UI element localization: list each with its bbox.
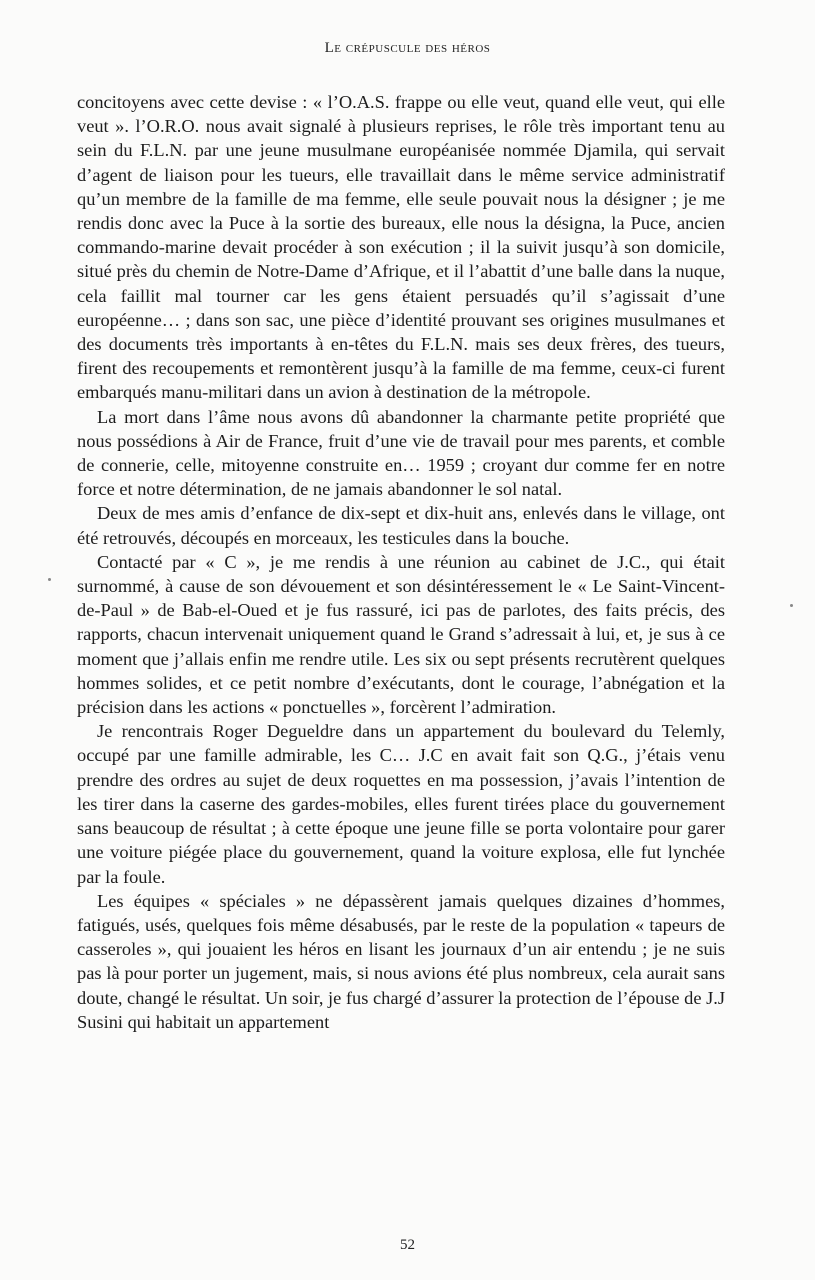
print-speck [790,604,793,607]
paragraph-6: Les équipes « spéciales » ne dépassèrent jamais quelques dizaines d’hommes, fatigués, usés, quelques fois même désabusés, par le reste de la population « tapeurs de casseroles », qui jouaient les héros en lisant les journaux d’un air entendu ; je ne suis pas là pour porter un jugement, mais, si nous avions été plus nombreux, cela aurait sans doute, changé le résultat. Un soir, je fus chargé d’assurer la protection de l’épouse de J.J Susini qui habitait un appartement [77,890,725,1032]
paragraph-2: La mort dans l’âme nous avons dû abandonner la charmante petite propriété que nous possédions à Air de France, fruit d’une vie de travail pour mes parents, et comble de connerie, celle, mitoyenne construite en… 1959 ; croyant dur comme fer en notre force et notre détermination, de ne jamais abandonner le sol natal. [77,406,725,500]
body-text [77,90,725,1034]
page-number: 52 [400,1237,415,1253]
paragraph-5: Je rencontrais Roger Degueldre dans un appartement du boulevard du Telemly, occupé par une famille admirable, les C… J.C en avait fait son Q.G., j’étais venu prendre des ordres au sujet de deux roquettes en ma possession, j’avais l’intention de les tirer dans la caserne des gardes-mobiles, elles furent tirées place du gouvernement sans beaucoup de résultat ; à cette époque une jeune fille se porta volontaire pour garer une voiture piégée place du gouvernement, quand la voiture explosa, elle fut lynchée par la foule. [77,721,725,887]
paragraph-3: Deux de mes amis d’enfance de dix-sept et dix-huit ans, enlevés dans le village, ont été retrouvés, découpés en morceaux, les testicules dans la bouche. [77,503,725,548]
running-head: Le crépuscule des héros [324,40,491,56]
paragraph-1: concitoyens avec cette devise : « l’O.A.S. frappe ou elle veut, quand elle veut, qui elle veut ». l’O.R.O. nous avait signalé à plusieurs reprises, le rôle très important tenu au sein du F.L.N. par une jeune musulmane européanisée nommée Djamila, qui servait d’agent de liaison pour les tueurs, elle travaillait dans le même service administratif qu’un membre de la famille de ma femme, elle seule pouvait nous la désigner ; je me rendis donc avec la Puce à la sortie des bureaux, elle nous la désigna, la Puce, ancien commando-marine devait procéder à son exécution ; il la suivit jusqu’à son domicile, situé près du chemin de Notre-Dame d’Afrique, et il l’abattit d’une balle dans la nuque, cela faillit mal tourner car les gens étaient persuadés qu’il s’agissait d’une européenne… ; dans son sac, une pièce d’identité prouvant ses origines musulmanes et des documents très importants à en-têtes du F.L.N. mais ses deux frères, des tueurs, firent des recoupements et remontèrent jusqu’à la famille de ma femme, ceux-ci furent embarqués manu-militari dans un avion à destination de la métropole. [77,92,725,403]
paragraph-4: Contacté par « C », je me rendis à une réunion au cabinet de J.C., qui était surnommé, à cause de son dévouement et son désintéressement le « Le Saint-Vincent-de-Paul » de Bab-el-Oued et je fus rassuré, ici pas de parlotes, des faits précis, des rapports, chacun intervenait uniquement quand le Grand s’adressait à lui, et, je sus à ce moment que j’allais enfin me rendre utile. Les six ou sept présents recrutèrent quelques hommes solides, et ce petit nombre d’exécutants, dont le courage, l’abnégation et la précision dans les actions « ponctuelles », forcèrent l’admiration. [77,551,725,718]
print-speck [48,578,51,581]
